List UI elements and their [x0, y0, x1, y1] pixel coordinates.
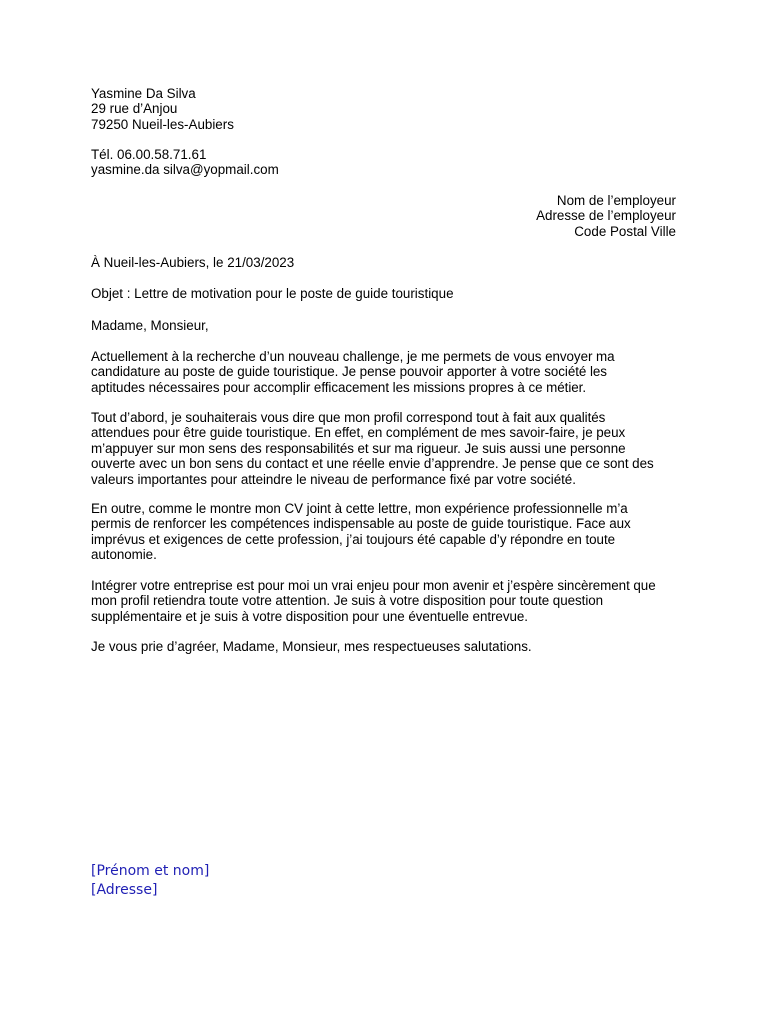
closing-formula: Je vous prie d’agréer, Madame, Monsieur, mes respectueuses salutations.: [91, 639, 532, 654]
recipient-block: [376, 193, 676, 239]
sender-email: yasmine.da silva@yopmail.com: [91, 162, 279, 178]
paragraph-line: supplémentaire et je suis à votre disposition pour une éventuelle entrevue.: [91, 608, 528, 624]
paragraph-3: [91, 501, 677, 563]
sender-phone: Tél. 06.00.58.71.61: [91, 147, 207, 162]
salutation: Madame, Monsieur,: [91, 318, 209, 333]
paragraph-line: aptitudes nécessaires pour accomplir efficacement les missions propres à ce métier.: [91, 379, 587, 395]
sender-city: 79250 Nueil-les-Aubiers: [91, 116, 234, 132]
paragraph-line: permis de renforcer les compétences indispensable au poste de guide touristique. Face aux: [91, 516, 631, 532]
recipient-address: Adresse de l’employeur: [536, 208, 676, 224]
recipient-postal-city: Code Postal Ville: [574, 223, 676, 239]
paragraph-line: valeurs importantes pour atteindre le niveau de performance fixé par votre société.: [91, 471, 576, 487]
paragraph-2: [91, 410, 677, 487]
paragraph-line: mon profil retiendra toute votre attention. Je suis à votre disposition pour toute question: [91, 593, 604, 609]
signature-address-placeholder: [Adresse]: [91, 882, 158, 898]
date-line: À Nueil-les-Aubiers, le 21/03/2023: [91, 255, 295, 270]
sender-block: [91, 86, 491, 132]
paragraph-line: candidature au poste de guide touristique. Je pense pouvoir apporter à votre société les: [91, 364, 607, 380]
paragraph-line: Intégrer votre entreprise est pour moi un vrai enjeu pour mon avenir et j’espère sincèrement que: [91, 578, 656, 593]
paragraph-line: En outre, comme le montre mon CV joint à cette lettre, mon expérience professionnelle m’a: [91, 501, 628, 516]
paragraph-line: m’appuyer sur mon sens des responsabilités et sur ma rigueur. Je suis aussi une personne: [91, 440, 626, 456]
paragraph-line: ouverte avec un bon sens du contact et une réelle envie d’apprendre. Je pense que ce sont des: [91, 456, 654, 472]
paragraph-line: Actuellement à la recherche d’un nouveau challenge, je me permets de vous envoyer ma: [91, 349, 615, 364]
paragraph-line: attendues pour être guide touristique. En effet, en complément de mes savoir-faire, je peux: [91, 425, 626, 441]
sender-name: Yasmine Da Silva: [91, 86, 196, 101]
signature-name-placeholder: [Prénom et nom]: [91, 863, 210, 879]
signature-block: [91, 862, 209, 900]
paragraph-4: [91, 578, 677, 624]
subject-line: Objet : Lettre de motivation pour le poste de guide touristique: [91, 286, 454, 301]
sender-contact-block: [91, 147, 491, 178]
recipient-name: Nom de l’employeur: [556, 193, 676, 208]
paragraph-line: imprévus et exigences de cette profession, j’ai toujours été capable d’y répondre en toute: [91, 531, 616, 547]
paragraph-line: Tout d’abord, je souhaiterais vous dire que mon profil correspond tout à fait aux qualités: [91, 410, 606, 425]
paragraph-1: [91, 349, 677, 395]
sender-street: 29 rue d’Anjou: [91, 101, 178, 117]
paragraph-line: autonomie.: [91, 547, 157, 563]
